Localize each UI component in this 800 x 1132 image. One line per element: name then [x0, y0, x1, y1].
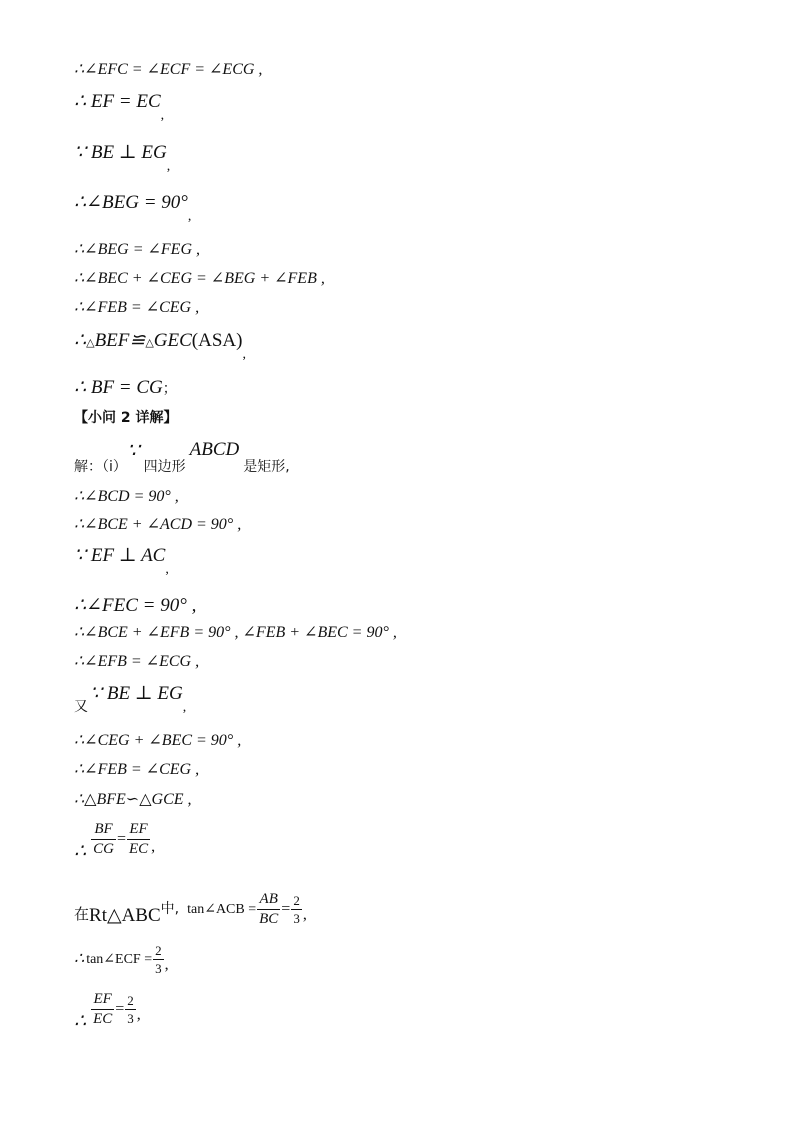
- eq-bce-acd-90: ∴∠BCE + ∠ACD = 90° ,: [74, 516, 242, 533]
- eq-ratio-bf-cg: ∴ $\frac{BF}{CG}$ = $\frac{EF}{EC}$ ,: [74, 821, 156, 863]
- eq-ef-perp-ac: ∵ EF ⊥ $AC_,$: [74, 545, 169, 577]
- eq-angle-sum: ∴∠BEC + ∠CEG = ∠BEG + ∠FEB ,: [74, 270, 325, 287]
- eq-similar: ∴△BFE∽△GCE ,: [74, 791, 192, 808]
- fraction-two-thirds-3: $\frac{2}{3}$: [127, 993, 134, 1026]
- eq-beg-90: ∴∠BEG = $90^\circ_,$: [74, 192, 192, 224]
- fraction-two-thirds-2: $\frac{2}{3}$: [155, 943, 162, 976]
- eq-beg-feg: ∴∠BEG = ∠FEG ,: [74, 241, 200, 258]
- eq-ef-ec: ∴ EF = $EC_,$: [74, 91, 165, 123]
- eq-bcd-90: ∴∠BCD = 90° ,: [74, 488, 179, 505]
- eq-fec-90: ∴∠FEC = 90° ,: [74, 595, 197, 616]
- fraction-ef-ec: $\frac{EF}{EC}$: [128, 821, 149, 857]
- fraction-two-thirds-1: $\frac{2}{3}$: [293, 893, 300, 926]
- eq-tan-acb: 在Rt△ABC中, tan∠ACB = $\frac{AB}{BC}$ = $\frac{2}{3}$ ,: [74, 891, 307, 927]
- eq-also-be-perp-eg: 又∵ BE ⊥ EG,: [74, 683, 187, 715]
- eq-angles-equal: ∴∠EFC = ∠ECF = ∠ECG ,: [74, 61, 263, 78]
- fraction-ef-ec-2: $\frac{EF}{EC}$: [93, 991, 113, 1027]
- section-heading: 【小问 2 详解】: [74, 410, 178, 426]
- eq-ef-ec-ratio: ∴ $\frac{EF}{EC}$ = $\frac{2}{3}$ ,: [74, 991, 141, 1033]
- eq-bf-cg: ∴ BF = CG；: [74, 377, 177, 398]
- fraction-ab-bc: $\frac{AB}{BC}$: [259, 891, 279, 927]
- eq-feb-ceg-2: ∴∠FEB = ∠CEG ,: [74, 761, 200, 778]
- solution-intro: 解：（i）∵四边形ABCD是矩形,: [74, 439, 290, 475]
- eq-two-sums-90: ∴∠BCE + ∠EFB = 90° , ∠FEB + ∠BEC = 90° ,: [74, 624, 397, 641]
- eq-be-perp-eg: ∵ BE ⊥ $EG_,$: [74, 142, 171, 174]
- eq-congruent: $\therefore\triangle BEF≌\triangle GEC(ASA)_,$: [74, 330, 246, 362]
- eq-ceg-bec-90: ∴∠CEG + ∠BEC = 90° ,: [74, 732, 242, 749]
- fraction-bf-cg: $\frac{BF}{CG}$: [93, 821, 114, 857]
- eq-efb-ecg: ∴∠EFB = ∠ECG ,: [74, 653, 200, 670]
- eq-tan-ecf: ∴ tan∠ECF = $\frac{2}{3}$ ,: [74, 943, 169, 976]
- eq-feb-ceg: ∴∠FEB = ∠CEG ,: [74, 299, 200, 316]
